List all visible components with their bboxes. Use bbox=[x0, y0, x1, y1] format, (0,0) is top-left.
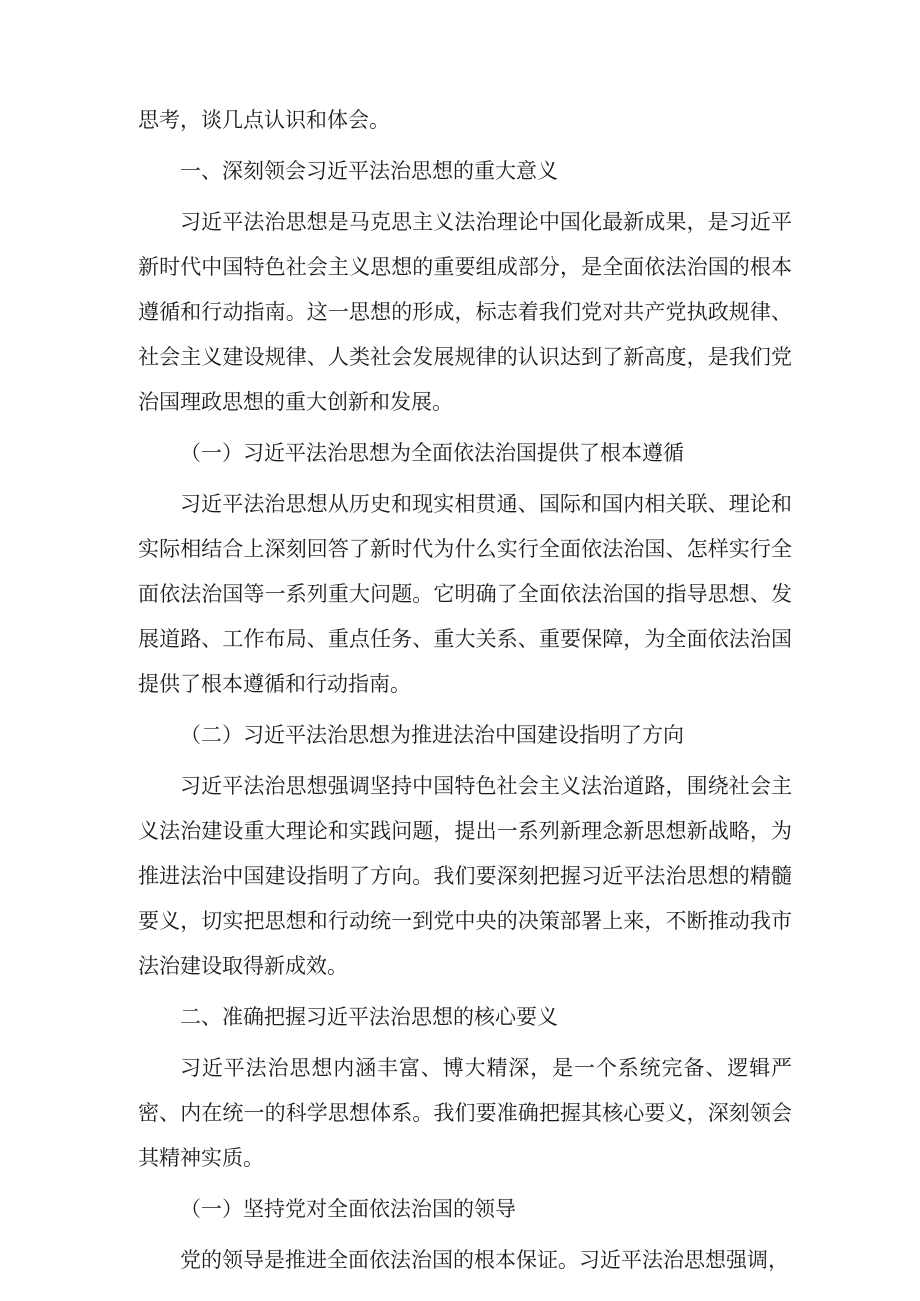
body-paragraph: 习近平法治思想强调坚持中国特色社会主义法治道路，围绕社会主义法治建设重大理论和实践问题，提出一系列新理念新思想新战略，为推进法治中国建设指明了方向。我们要深刻把握习近平法治思想的精髓要义，切实把思想和行动统一到党中央的决策部署上来，不断推动我市法治建设取得新成效。 bbox=[138, 774, 792, 978]
body-paragraph: 习近平法治思想是马克思主义法治理论中国化最新成果，是习近平新时代中国特色社会主义思想的重要组成部分，是全面依法治国的根本遵循和行动指南。这一思想的形成，标志着我们党对共产党执政规律、社会主义建设规律、人类社会发展规律的认识达到了新高度，是我们党治国理政思想的重大创新和发展。 bbox=[138, 210, 792, 414]
document-body bbox=[138, 98, 792, 1283]
body-paragraph: 习近平法治思想从历史和现实相贯通、国际和国内相关联、理论和实际相结合上深刻回答了新时代为什么实行全面依法治国、怎样实行全面依法治国等一系列重大问题。它明确了全面依法治国的指导思想、发展道路、工作布局、重点任务、重大关系、重要保障，为全面依法治国提供了根本遵循和行动指南。 bbox=[138, 492, 792, 696]
body-paragraph: 习近平法治思想内涵丰富、博大精深，是一个系统完备、逻辑严密、内在统一的科学思想体系。我们要准确把握其核心要义，深刻领会其精神实质。 bbox=[138, 1056, 792, 1170]
section-heading-1: 一、深刻领会习近平法治思想的重大意义 bbox=[180, 159, 558, 183]
body-paragraph: 党的领导是推进全面依法治国的根本保证。习近平法治思想强调， bbox=[180, 1248, 789, 1272]
subheading-1-1: （一）习近平法治思想为全面依法治国提供了根本遵循 bbox=[180, 441, 684, 465]
section-heading-2: 二、准确把握习近平法治思想的核心要义 bbox=[180, 1005, 558, 1029]
subheading-1-2: （二）习近平法治思想为推进法治中国建设指明了方向 bbox=[180, 723, 684, 747]
continuation-paragraph: 思考，谈几点认识和体会。 bbox=[138, 108, 390, 132]
subheading-2-1: （一）坚持党对全面依法治国的领导 bbox=[180, 1197, 516, 1221]
